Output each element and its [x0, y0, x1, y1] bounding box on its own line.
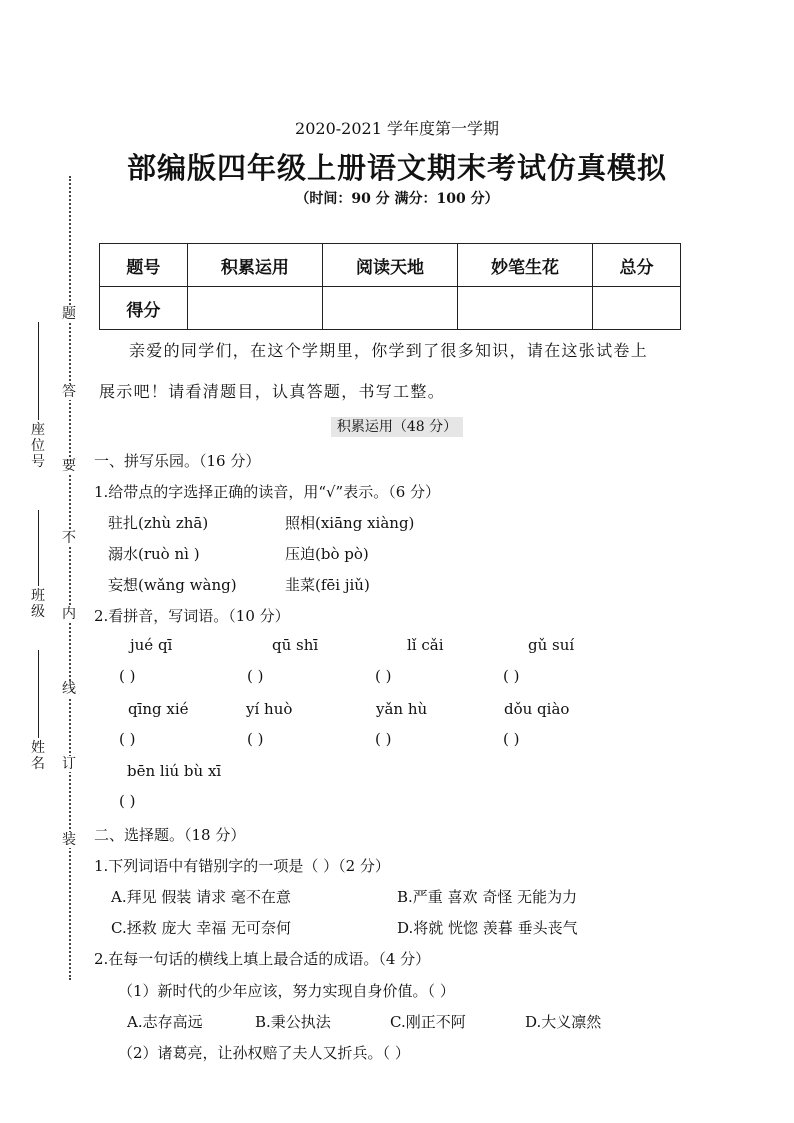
option-d[interactable]: D.大义凛然: [525, 1013, 602, 1031]
answer-blank[interactable]: ( ): [119, 730, 136, 748]
answer-blank[interactable]: ( ): [503, 730, 520, 748]
pinyin: jué qī: [130, 636, 173, 654]
score-table: [99, 243, 681, 330]
score-cell[interactable]: [458, 287, 593, 330]
option-c[interactable]: C.刚正不阿: [390, 1013, 466, 1031]
option-b[interactable]: B.秉公执法: [255, 1013, 331, 1031]
pinyin: yǎn hù: [376, 700, 428, 718]
binding-dotted-line: [69, 176, 71, 980]
pronunciation-item: 韭菜(fēi jiǔ): [285, 576, 370, 594]
class-label: 班级: [31, 588, 45, 620]
option-a[interactable]: A.志存高远: [127, 1013, 203, 1031]
score-header-cell: 题号: [100, 244, 188, 287]
score-cell[interactable]: [593, 287, 681, 330]
binding-char: 线: [62, 681, 76, 697]
binding-char: 订: [62, 756, 76, 772]
pronunciation-item: 照相(xiāng xiàng): [285, 514, 415, 532]
name-label: 姓名: [31, 740, 45, 772]
binding-char: 装: [62, 832, 76, 848]
pinyin: qū shī: [272, 636, 319, 654]
pinyin: lǐ cǎi: [407, 636, 444, 654]
binding-char: 答: [62, 384, 76, 400]
section-heading: [0, 416, 794, 436]
part2-heading: 二、选择题。（18 分）: [94, 826, 246, 844]
pronunciation-item: 压迫(bò pò): [285, 545, 369, 563]
pinyin: dǒu qiào: [504, 700, 570, 718]
pinyin: gǔ suí: [528, 636, 575, 654]
q2-prompt: 2.看拼音，写词语。（10 分）: [94, 607, 290, 625]
part1-heading: 一、拼写乐园。（16 分）: [94, 452, 261, 470]
intro-line-2: 展示吧！请看清题目，认真答题，书写工整。: [99, 382, 446, 401]
pronunciation-item: 驻扎(zhù zhā): [108, 514, 209, 532]
answer-blank[interactable]: ( ): [503, 667, 520, 685]
pinyin: yí huò: [246, 700, 293, 718]
score-header-cell: 积累运用: [187, 244, 322, 287]
option-a[interactable]: A.拜见 假装 请求 毫不在意: [111, 888, 291, 906]
mc-q1-prompt: 1.下列词语中有错别字的一项是（ ）（2 分）: [94, 857, 390, 875]
name-line[interactable]: [38, 650, 39, 738]
score-header-cell: 阅读天地: [322, 244, 457, 287]
score-row-label: 得分: [100, 287, 188, 330]
answer-blank[interactable]: ( ): [247, 667, 264, 685]
pinyin: bēn liú bù xī: [127, 762, 222, 780]
answer-blank[interactable]: ( ): [119, 792, 136, 810]
binding-char: 要: [62, 458, 76, 474]
binding-char: 内: [62, 606, 76, 622]
q1-prompt: 1.给带点的字选择正确的读音，用“√”表示。（6 分）: [94, 483, 441, 501]
score-header-cell: 总分: [593, 244, 681, 287]
answer-blank[interactable]: ( ): [375, 667, 392, 685]
answer-blank[interactable]: ( ): [375, 730, 392, 748]
section-heading-text: 积累运用（48 分）: [331, 417, 463, 437]
seat-number-label: 座位号: [31, 422, 45, 470]
semester-subtitle: 2020-2021 学年度第一学期: [295, 119, 499, 138]
pronunciation-item: 溺水(ruò nì ): [108, 545, 200, 563]
option-d[interactable]: D.将就 恍惚 羡暮 垂头丧气: [397, 919, 578, 937]
mc-q2-prompt: 2.在每一句话的横线上填上最合适的成语。（4 分）: [94, 950, 431, 968]
sentence-2: （2）诸葛亮，让孙权赔了夫人又折兵。（ ）: [118, 1044, 410, 1062]
class-line[interactable]: [38, 510, 39, 586]
option-c[interactable]: C.拯救 庞大 幸福 无可奈何: [111, 919, 292, 937]
score-cell[interactable]: [187, 287, 322, 330]
exam-title: 部编版四年级上册语文期末考试仿真模拟: [126, 151, 667, 185]
binding-char: 不: [62, 530, 76, 546]
pronunciation-item: 妄想(wǎng wàng): [108, 576, 237, 594]
score-header-cell: 妙笔生花: [458, 244, 593, 287]
seat-number-line[interactable]: [38, 322, 39, 420]
answer-blank[interactable]: ( ): [247, 730, 264, 748]
binding-char: 题: [62, 306, 76, 322]
time-and-score: （时间：90 分 满分：100 分）: [295, 191, 499, 207]
pinyin: qīng xié: [128, 700, 189, 718]
intro-line-1: 亲爱的同学们，在这个学期里，你学到了很多知识，请在这张试卷上: [129, 341, 649, 360]
option-b[interactable]: B.严重 喜欢 奇怪 无能为力: [397, 888, 578, 906]
answer-blank[interactable]: ( ): [119, 667, 136, 685]
score-table-header-row: [100, 244, 681, 287]
score-table-row: [100, 287, 681, 330]
score-cell[interactable]: [322, 287, 457, 330]
sentence-1: （1）新时代的少年应该，努力实现自身价值。（ ）: [118, 982, 455, 1000]
